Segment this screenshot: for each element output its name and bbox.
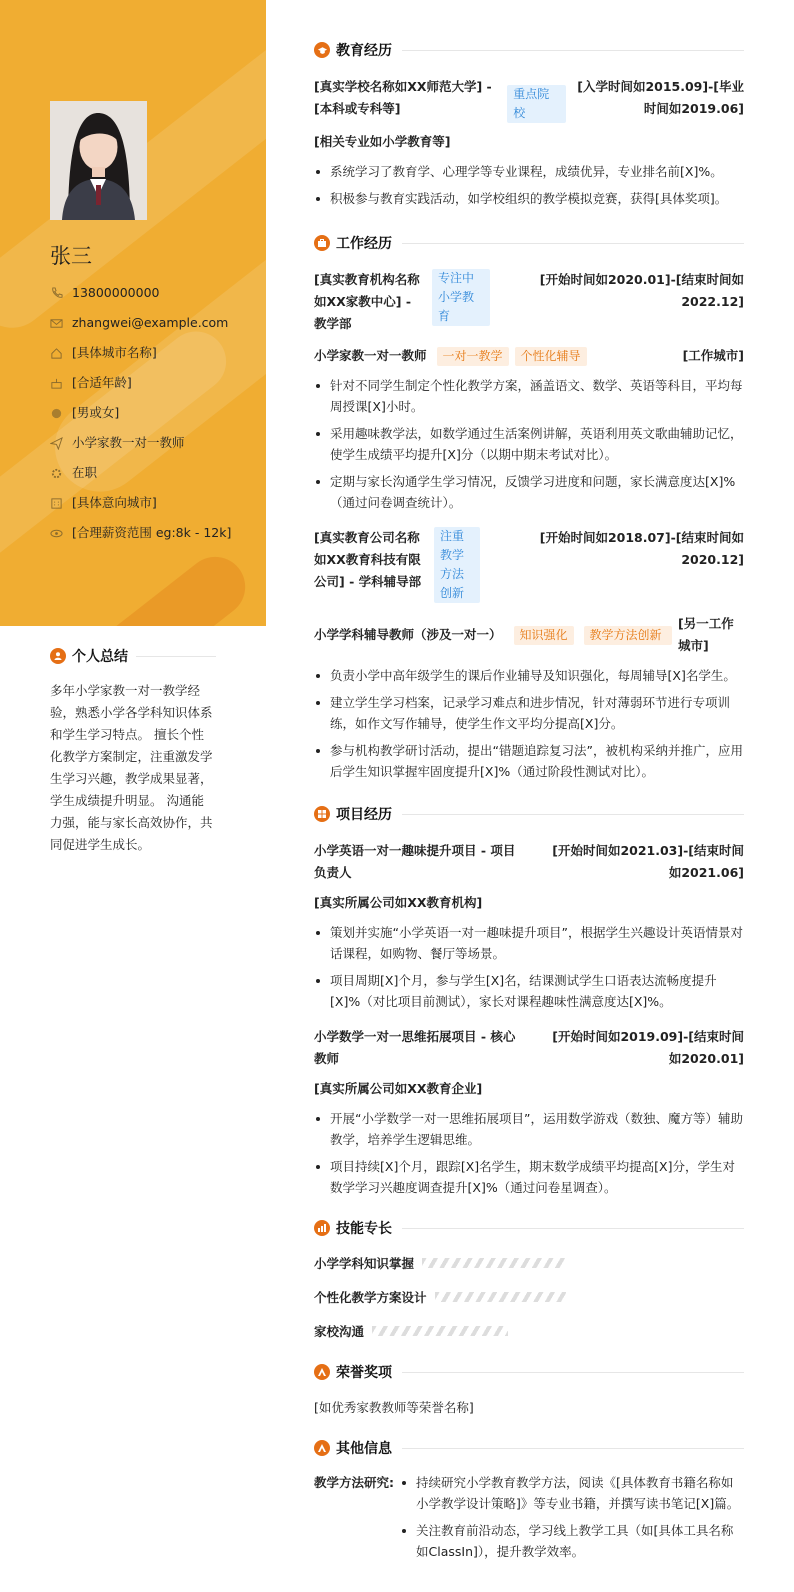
project-org: [真实所属公司如XX教育机构]: [314, 895, 483, 910]
project-org: [真实所属公司如XX教育企业]: [314, 1081, 483, 1096]
role-left: [314, 624, 672, 646]
entry-left: [314, 527, 480, 603]
sidebar: [0, 0, 266, 626]
age-text: [合适年龄]: [72, 375, 132, 390]
section-header: [314, 1436, 744, 1460]
summary-text: 多年小学家教一对一教学经验，熟悉小学各学科知识体系和学生学习特点。 擅长个性化教学方案制定，注重激发学生学习兴趣，教学成果显著，学生成绩提升明显。 沟通能力强，能与家长高效协作，共同促进学生成长。: [50, 683, 213, 852]
project-name: 小学数学一对一思维拓展项目 - 核心教师: [314, 1029, 516, 1066]
education-section: [314, 38, 744, 209]
summary-section: [50, 646, 216, 856]
section-title: 教育经历: [336, 43, 392, 59]
project-name: 小学英语一对一趣味提升项目 - 项目负责人: [314, 843, 516, 880]
target-city-text: [具体意向城市]: [72, 495, 157, 510]
job-entry: [314, 269, 744, 513]
info-email: [50, 312, 250, 334]
avatar: [50, 101, 147, 220]
info-city: [50, 342, 250, 364]
section-header: [50, 646, 216, 666]
entry-left: [314, 269, 490, 335]
divider: [136, 656, 216, 657]
bullet-list: [314, 1108, 744, 1198]
divider: [402, 1372, 744, 1373]
building-icon: [50, 497, 63, 510]
skills-section: [314, 1216, 744, 1342]
home-icon: [50, 347, 63, 360]
section-title: 项目经历: [336, 807, 392, 823]
section-title: 荣誉奖项: [336, 1365, 392, 1381]
list-item: 负责小学中高年级学生的课后作业辅导及知识强化，每周辅导[X]名学生。: [314, 665, 744, 686]
avatar-photo: [50, 101, 147, 220]
divider: [402, 814, 744, 815]
list-item: 采用趣味教学法，如数学通过生活案例讲解，英语利用英文歌曲辅助记忆，使学生成绩平均提升[X]分（以期中期末考试对比）。: [314, 423, 744, 465]
email-icon: [50, 317, 63, 330]
bullet-list: [314, 375, 744, 513]
project-date: [开始时间如2019.09]-[结束时间如2020.01]: [552, 1029, 744, 1066]
bullet-list: [314, 922, 744, 1012]
info-target-city: [50, 492, 250, 514]
info-status: [50, 462, 250, 484]
graduation-cap-icon: [314, 42, 330, 58]
list-item: 开展“小学数学一对一思维拓展项目”，运用数学游戏（数独、魔方等）辅助教学，培养学生逻辑思维。: [314, 1108, 744, 1150]
info-salary: [50, 522, 250, 544]
project-entry: [314, 1026, 744, 1198]
role-title: 小学家教一对一教师: [314, 348, 427, 363]
list-item: 项目周期[X]个月，参与学生[X]名，结课测试学生口语表达流畅度提升[X]%（对比项目前测试），家长对课程趣味性满意度达[X]%。: [314, 970, 744, 1012]
org-tag: 注重教学方法创新: [434, 527, 480, 603]
skill-name: 小学学科知识掌握: [314, 1256, 415, 1271]
school-name: [真实学校名称如XX师范大学] - [本科或专科等]: [314, 79, 492, 116]
skill-name: 个性化教学方案设计: [314, 1290, 427, 1305]
status-text: 在职: [72, 465, 98, 480]
entry-header: [314, 269, 744, 335]
cake-icon: [50, 377, 63, 390]
info-phone: [50, 282, 250, 304]
work-section: [314, 231, 744, 782]
gear-icon: [50, 467, 63, 480]
section-title: 个人总结: [72, 649, 128, 665]
email-text: zhangwei@example.com: [72, 315, 229, 330]
main-content: [314, 38, 744, 1568]
job-date: [开始时间如2018.07]-[结束时间如2020.12]: [539, 530, 744, 567]
bullet-list: [314, 161, 744, 209]
role-left: [314, 345, 587, 367]
skill-tag: 知识强化: [514, 626, 574, 645]
candidate-name: 张三: [50, 244, 92, 268]
section-title: 工作经历: [336, 236, 392, 252]
school-tag: 重点院校: [507, 85, 566, 123]
list-item: 持续研究小学教育教学方法，阅读《[具体教育书籍名称如小学教学设计策略]》等专业书籍，并撰写读书笔记[X]篇。: [400, 1472, 744, 1514]
divider: [402, 1448, 744, 1449]
skill-level-bar: [372, 1326, 508, 1336]
eye-icon: [50, 527, 63, 540]
job-date: [开始时间如2020.01]-[结束时间如2022.12]: [539, 272, 744, 309]
projects-section: [314, 802, 744, 1198]
list-item: 关注教育前沿动态，学习线上教学工具（如[具体工具名称如ClassIn]），提升教学效率。: [400, 1520, 744, 1562]
entry-header: [314, 527, 744, 603]
contact-info: [50, 282, 250, 552]
honor-text: [如优秀家教教师等荣誉名称]: [314, 1400, 474, 1415]
bullet-list: [400, 1472, 744, 1568]
section-header: [314, 802, 744, 826]
divider: [402, 243, 744, 244]
list-item: 参与机构教学研讨活动，提出“错题追踪复习法”，被机构采纳并推广，应用后学生知识掌握牢固度提升[X]%（通过阶段性测试对比）。: [314, 740, 744, 782]
org-tag: 专注中小学教育: [432, 269, 490, 326]
section-title: 技能专长: [336, 1221, 392, 1237]
entry-header: [314, 76, 744, 123]
org-name: [真实教育机构名称如XX家教中心] - 教学部: [314, 272, 420, 331]
gender-icon: [50, 407, 63, 420]
skill-name: 家校沟通: [314, 1324, 365, 1339]
bullet-list: [314, 665, 744, 782]
skill-level-bar: [435, 1292, 566, 1302]
section-header: [314, 1360, 744, 1384]
org-name: [真实教育公司名称如XX教育科技有限公司] - 学科辅导部: [314, 530, 422, 589]
project-entry: [314, 840, 744, 1012]
salary-text: [合理薪资范围 eg:8k - 12k]: [72, 525, 232, 540]
divider: [402, 50, 744, 51]
list-item: 系统学习了教育学、心理学等专业课程，成绩优异，专业排名前[X]%。: [314, 161, 744, 182]
other-section: [314, 1436, 744, 1568]
skill-item: [314, 1320, 744, 1342]
education-date: [入学时间如2015.09]-[毕业时间如2019.06]: [577, 79, 744, 116]
award-icon: [314, 1440, 330, 1456]
skill-item: [314, 1252, 744, 1274]
honors-section: [314, 1360, 744, 1416]
person-icon: [50, 648, 66, 664]
section-header: [314, 38, 744, 62]
project-date: [开始时间如2021.03]-[结束时间如2021.06]: [552, 843, 744, 880]
phone-text: 13800000000: [72, 285, 160, 300]
skill-tag: 一对一教学: [437, 347, 509, 366]
skill-level-bar: [422, 1258, 566, 1268]
info-gender: [50, 402, 250, 424]
bar-chart-icon: [314, 1220, 330, 1236]
job-city: [另一工作城市]: [678, 616, 734, 653]
decoration: [63, 545, 258, 626]
section-title: 其他信息: [336, 1441, 392, 1457]
section-header: [314, 1216, 744, 1240]
role-title: 小学学科辅导教师（涉及一对一）: [314, 627, 502, 642]
section-header: [314, 231, 744, 255]
list-item: 定期与家长沟通学生学习情况，反馈学习进度和问题，家长满意度达[X]%（通过问卷调查统计）。: [314, 471, 744, 513]
job-city: [工作城市]: [682, 348, 744, 363]
divider: [402, 1228, 744, 1229]
city-text: [具体城市名称]: [72, 345, 157, 360]
role-row: [314, 613, 744, 657]
job-entry: [314, 527, 744, 782]
list-item: 策划并实施“小学英语一对一趣味提升项目”，根据学生兴趣设计英语情景对话课程，如购物、餐厅等场景。: [314, 922, 744, 964]
skill-tag: 个性化辅导: [515, 347, 587, 366]
phone-icon: [50, 287, 63, 300]
entry-header: [314, 1026, 744, 1070]
briefcase-icon: [314, 235, 330, 251]
other-row: [314, 1472, 744, 1568]
info-position: [50, 432, 250, 454]
skill-tag: 教学方法创新: [584, 626, 672, 645]
list-item: 针对不同学生制定个性化教学方案，涵盖语文、数学、英语等科目，平均每周授课[X]小时。: [314, 375, 744, 417]
award-icon: [314, 1364, 330, 1380]
position-text: 小学家教一对一教师: [72, 435, 185, 450]
other-label: 教学方法研究:: [314, 1475, 394, 1490]
list-item: 积极参与教育实践活动，如学校组织的教学模拟竞赛，获得[具体奖项]。: [314, 188, 744, 209]
info-age: [50, 372, 250, 394]
list-item: 建立学生学习档案，记录学习难点和进步情况，针对薄弱环节进行专项训练，如作文写作辅导，使学生作文平均分提高[X]分。: [314, 692, 744, 734]
send-icon: [50, 437, 63, 450]
role-row: [314, 345, 744, 367]
grid-icon: [314, 806, 330, 822]
skill-item: [314, 1286, 744, 1308]
major: [相关专业如小学教育等]: [314, 134, 451, 149]
entry-left: [314, 76, 566, 123]
gender-text: [男或女]: [72, 405, 120, 420]
list-item: 项目持续[X]个月，跟踪[X]名学生，期末数学成绩平均提高[X]分，学生对数学学习兴趣度调查提升[X]%（通过问卷星调查）。: [314, 1156, 744, 1198]
entry-header: [314, 840, 744, 884]
